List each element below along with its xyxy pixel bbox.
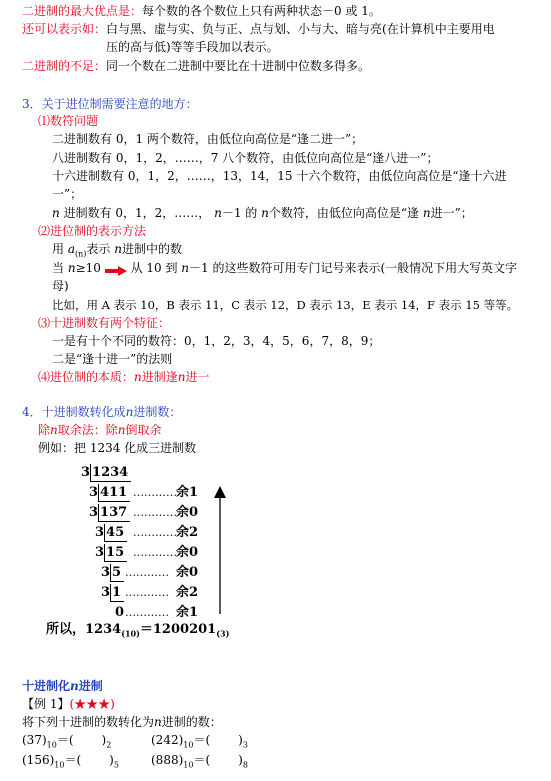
quotient-value: 411 xyxy=(100,485,128,500)
difficulty-stars: (★★★) xyxy=(69,697,115,711)
divisor: 3 xyxy=(101,585,111,600)
label-binary-advantage: 二进制的最大优点是： xyxy=(22,4,143,18)
heading-section-3: 3．关于进位制需要注意的地方： xyxy=(22,97,198,111)
text-carry-one: 进一 xyxy=(185,370,210,384)
text-prompt-c: 进制的数： xyxy=(161,715,222,729)
var-n: n xyxy=(134,370,142,384)
divisor: 3 xyxy=(95,525,105,540)
line-method xyxy=(38,422,162,439)
label-also-represent: 还可以表示如： xyxy=(22,22,107,36)
var-n: n xyxy=(181,261,190,275)
equals-open: ＝( xyxy=(56,733,74,747)
base-to: 3 xyxy=(242,740,248,750)
close-paren: ) xyxy=(109,753,114,767)
division-row xyxy=(95,544,127,562)
text-n-rule-end: 进一”； xyxy=(430,206,473,220)
dots-leader: ………… xyxy=(133,506,177,519)
base-from: 10 xyxy=(46,740,57,750)
text-essence: ⑷进位制的本质： xyxy=(38,370,135,384)
division-row xyxy=(81,464,131,482)
line-hex-digits-cont: 一”； xyxy=(52,187,83,201)
remainder: 余1 xyxy=(176,605,199,620)
line-binary-digits: 二进制数有 0，1 两个数符，由低位向高位是“逢二进一”； xyxy=(52,132,364,146)
base-from: 10 xyxy=(183,740,194,750)
quotient-value: 0 xyxy=(115,605,125,620)
label-binary-shortcoming: 二进制的不足： xyxy=(22,59,107,73)
var-n: n xyxy=(261,206,269,220)
text-use: 用 xyxy=(52,242,65,256)
exercise-item xyxy=(22,752,119,773)
text-method-e: 倒取余 xyxy=(125,423,162,437)
close-paren: ) xyxy=(101,733,107,747)
quotient-value: 15 xyxy=(106,545,125,560)
var-n: n xyxy=(50,423,58,437)
equals-open: ＝( xyxy=(193,753,211,767)
var-n: n xyxy=(117,423,126,437)
var-n: n xyxy=(177,370,186,384)
base-from: 10 xyxy=(183,760,194,770)
dots-leader: ………… xyxy=(133,546,177,559)
division-bracket xyxy=(104,544,127,562)
var-n: n xyxy=(422,206,431,220)
division-row xyxy=(89,484,130,502)
division-row xyxy=(101,584,124,602)
subscript-3: (3) xyxy=(216,628,230,639)
line-binary-shortcoming xyxy=(22,58,370,75)
divisor: 3 xyxy=(89,485,99,500)
line-decimal-digits: 一是有十个不同的数符：0，1，2，3，4，5，6，7，8，9； xyxy=(52,334,381,348)
exercise-item xyxy=(151,752,248,773)
text-when: 当 xyxy=(52,261,65,275)
quotient-value: 1 xyxy=(112,585,122,600)
var-n: n xyxy=(154,715,162,729)
quotient-value: 5 xyxy=(112,565,122,580)
var-n: n xyxy=(214,206,222,220)
text-binary-shortcoming: 同一个数在二进制中要比在十进制中位数多得多。 xyxy=(106,59,371,73)
base-to: 5 xyxy=(113,760,119,770)
example-label: 【例 1】 xyxy=(22,697,70,711)
text-from-10-to: 从 10 到 xyxy=(130,261,178,275)
dots-leader: ………… xyxy=(133,526,177,539)
title-decimal-to-n xyxy=(22,678,103,695)
division-bracket xyxy=(110,564,124,582)
text-result-a: 所以，1234 xyxy=(46,622,122,637)
remainder: 余2 xyxy=(176,525,199,540)
remainder: 余0 xyxy=(176,545,199,560)
text-number-in-base: 进制中的数 xyxy=(121,242,182,256)
arrow-right-icon xyxy=(105,264,127,274)
division-row xyxy=(95,524,127,542)
line-also-represent xyxy=(22,21,495,38)
text-special-symbols: －1 的这些数符可用专门记号来表示(一般情况下用大写英文字 xyxy=(189,261,518,275)
subscript-n: (n) xyxy=(75,249,87,259)
subscript-10: (10) xyxy=(121,628,140,639)
division-bracket xyxy=(98,484,130,502)
close-paren: ) xyxy=(238,733,243,747)
dots-leader: ………… xyxy=(125,606,169,619)
divisor: 3 xyxy=(81,465,91,480)
heading-section-4 xyxy=(22,404,181,421)
text-ge-10: ≥10 xyxy=(75,261,101,275)
base-to: 2 xyxy=(106,740,112,750)
var-n: n xyxy=(67,261,76,275)
remainder: 余0 xyxy=(176,505,199,520)
divisor: 3 xyxy=(95,545,105,560)
var-n: n xyxy=(52,206,60,220)
text-title-end: 进制 xyxy=(78,679,103,693)
exercise-number: (242) xyxy=(151,733,184,747)
line-result xyxy=(46,621,229,643)
exercise-item xyxy=(151,732,248,753)
text-denote: 表示 xyxy=(86,242,111,256)
var-n: n xyxy=(70,679,79,693)
subtitle-digit-problem: ⑴数符问题 xyxy=(38,114,99,128)
equals-open: ＝( xyxy=(193,733,211,747)
var-a: a xyxy=(67,242,75,256)
text-result-c: ＝1200201 xyxy=(139,622,217,637)
line-notation-example: 比如，用 A 表示 10，B 表示 11，C 表示 12，D 表示 13，E 表示 14，F 表示 15 等等。 xyxy=(52,298,519,312)
line-example-intro: 例如：把 1234 化成三进制数 xyxy=(38,441,197,455)
division-row xyxy=(101,564,124,582)
divisor: 3 xyxy=(101,565,111,580)
line-example-1 xyxy=(22,696,115,713)
var-n: n xyxy=(125,405,134,419)
remainder: 余2 xyxy=(176,585,199,600)
quotient-value: 1234 xyxy=(92,465,129,480)
text-prompt-a: 将下列十进制的数转化为 xyxy=(22,715,155,729)
division-bracket xyxy=(104,524,127,542)
base-from: 10 xyxy=(54,760,65,770)
exercise-number: (37) xyxy=(22,733,47,747)
text-heading4-c: 进制数： xyxy=(133,405,182,419)
close-paren: ) xyxy=(238,753,243,767)
remainder: 余1 xyxy=(176,485,199,500)
var-n: n xyxy=(114,242,122,256)
subtitle-notation: ⑵进位制的表示方法 xyxy=(38,224,147,238)
line-notation-letters: 母) xyxy=(52,279,69,293)
division-bracket xyxy=(98,504,130,522)
line-octal-digits: 八进制数有 0，1，2，……，7 八个数符，由低位向高位是“逢八进一”； xyxy=(52,151,439,165)
divisor: 3 xyxy=(89,505,99,520)
text-binary-advantage: 每个数的各个数位上只有两种状态－0 或 1。 xyxy=(142,4,381,18)
text-heading4-a: 4．十进制数转化成 xyxy=(22,405,126,419)
dots-leader: ………… xyxy=(133,486,177,499)
exercise-number: (888) xyxy=(151,753,184,767)
exercise-number: (156) xyxy=(22,753,55,767)
line-binary-advantage xyxy=(22,3,381,20)
text-n-digits: 进制数有 0，1，2，……， xyxy=(63,206,211,220)
division-row xyxy=(115,604,124,622)
subtitle-decimal-features: ⑶十进制数有两个特征： xyxy=(38,316,171,330)
line-n-base-digits xyxy=(52,205,473,222)
dots-leader: ………… xyxy=(125,566,169,579)
division-bracket xyxy=(90,464,131,482)
remainder: 余0 xyxy=(176,565,199,580)
text-base-carry: 进制逢 xyxy=(141,370,178,384)
line-notation-when xyxy=(52,260,517,277)
text-n-rule: 个数符，由低位向高位是“逢 xyxy=(268,206,420,220)
text-n-minus-one: －1 的 xyxy=(221,206,258,220)
line-base-essence xyxy=(38,369,210,386)
text-also-represent: 白与黑、虚与实、负与正、点与划、小与大、暗与亮(在计算机中主要用电 xyxy=(106,22,495,36)
line-also-represent-cont xyxy=(106,39,279,56)
quotient-value: 45 xyxy=(106,525,125,540)
equals-open: ＝( xyxy=(64,753,82,767)
line-hex-digits: 十六进制数有 0，1，2，……，13，14，15 十六个数符，由低位向高位是“逢十六进 xyxy=(52,169,507,183)
line-example-prompt xyxy=(22,714,222,731)
upward-arrow-icon xyxy=(212,486,228,616)
text-method-a: 除 xyxy=(38,423,51,437)
line-decimal-carry: 二是“逢十进一”的法则 xyxy=(52,352,173,366)
text-method-c: 取余法：除 xyxy=(57,423,118,437)
text-also-represent-cont: 压的高与低)等等手段加以表示。 xyxy=(106,40,279,54)
text-title: 十进制化 xyxy=(22,679,71,693)
division-row xyxy=(89,504,130,522)
quotient-value: 137 xyxy=(100,505,128,520)
dots-leader: ………… xyxy=(125,586,169,599)
division-bracket xyxy=(110,584,124,602)
base-to: 8 xyxy=(242,760,248,770)
exercise-item xyxy=(22,732,111,753)
